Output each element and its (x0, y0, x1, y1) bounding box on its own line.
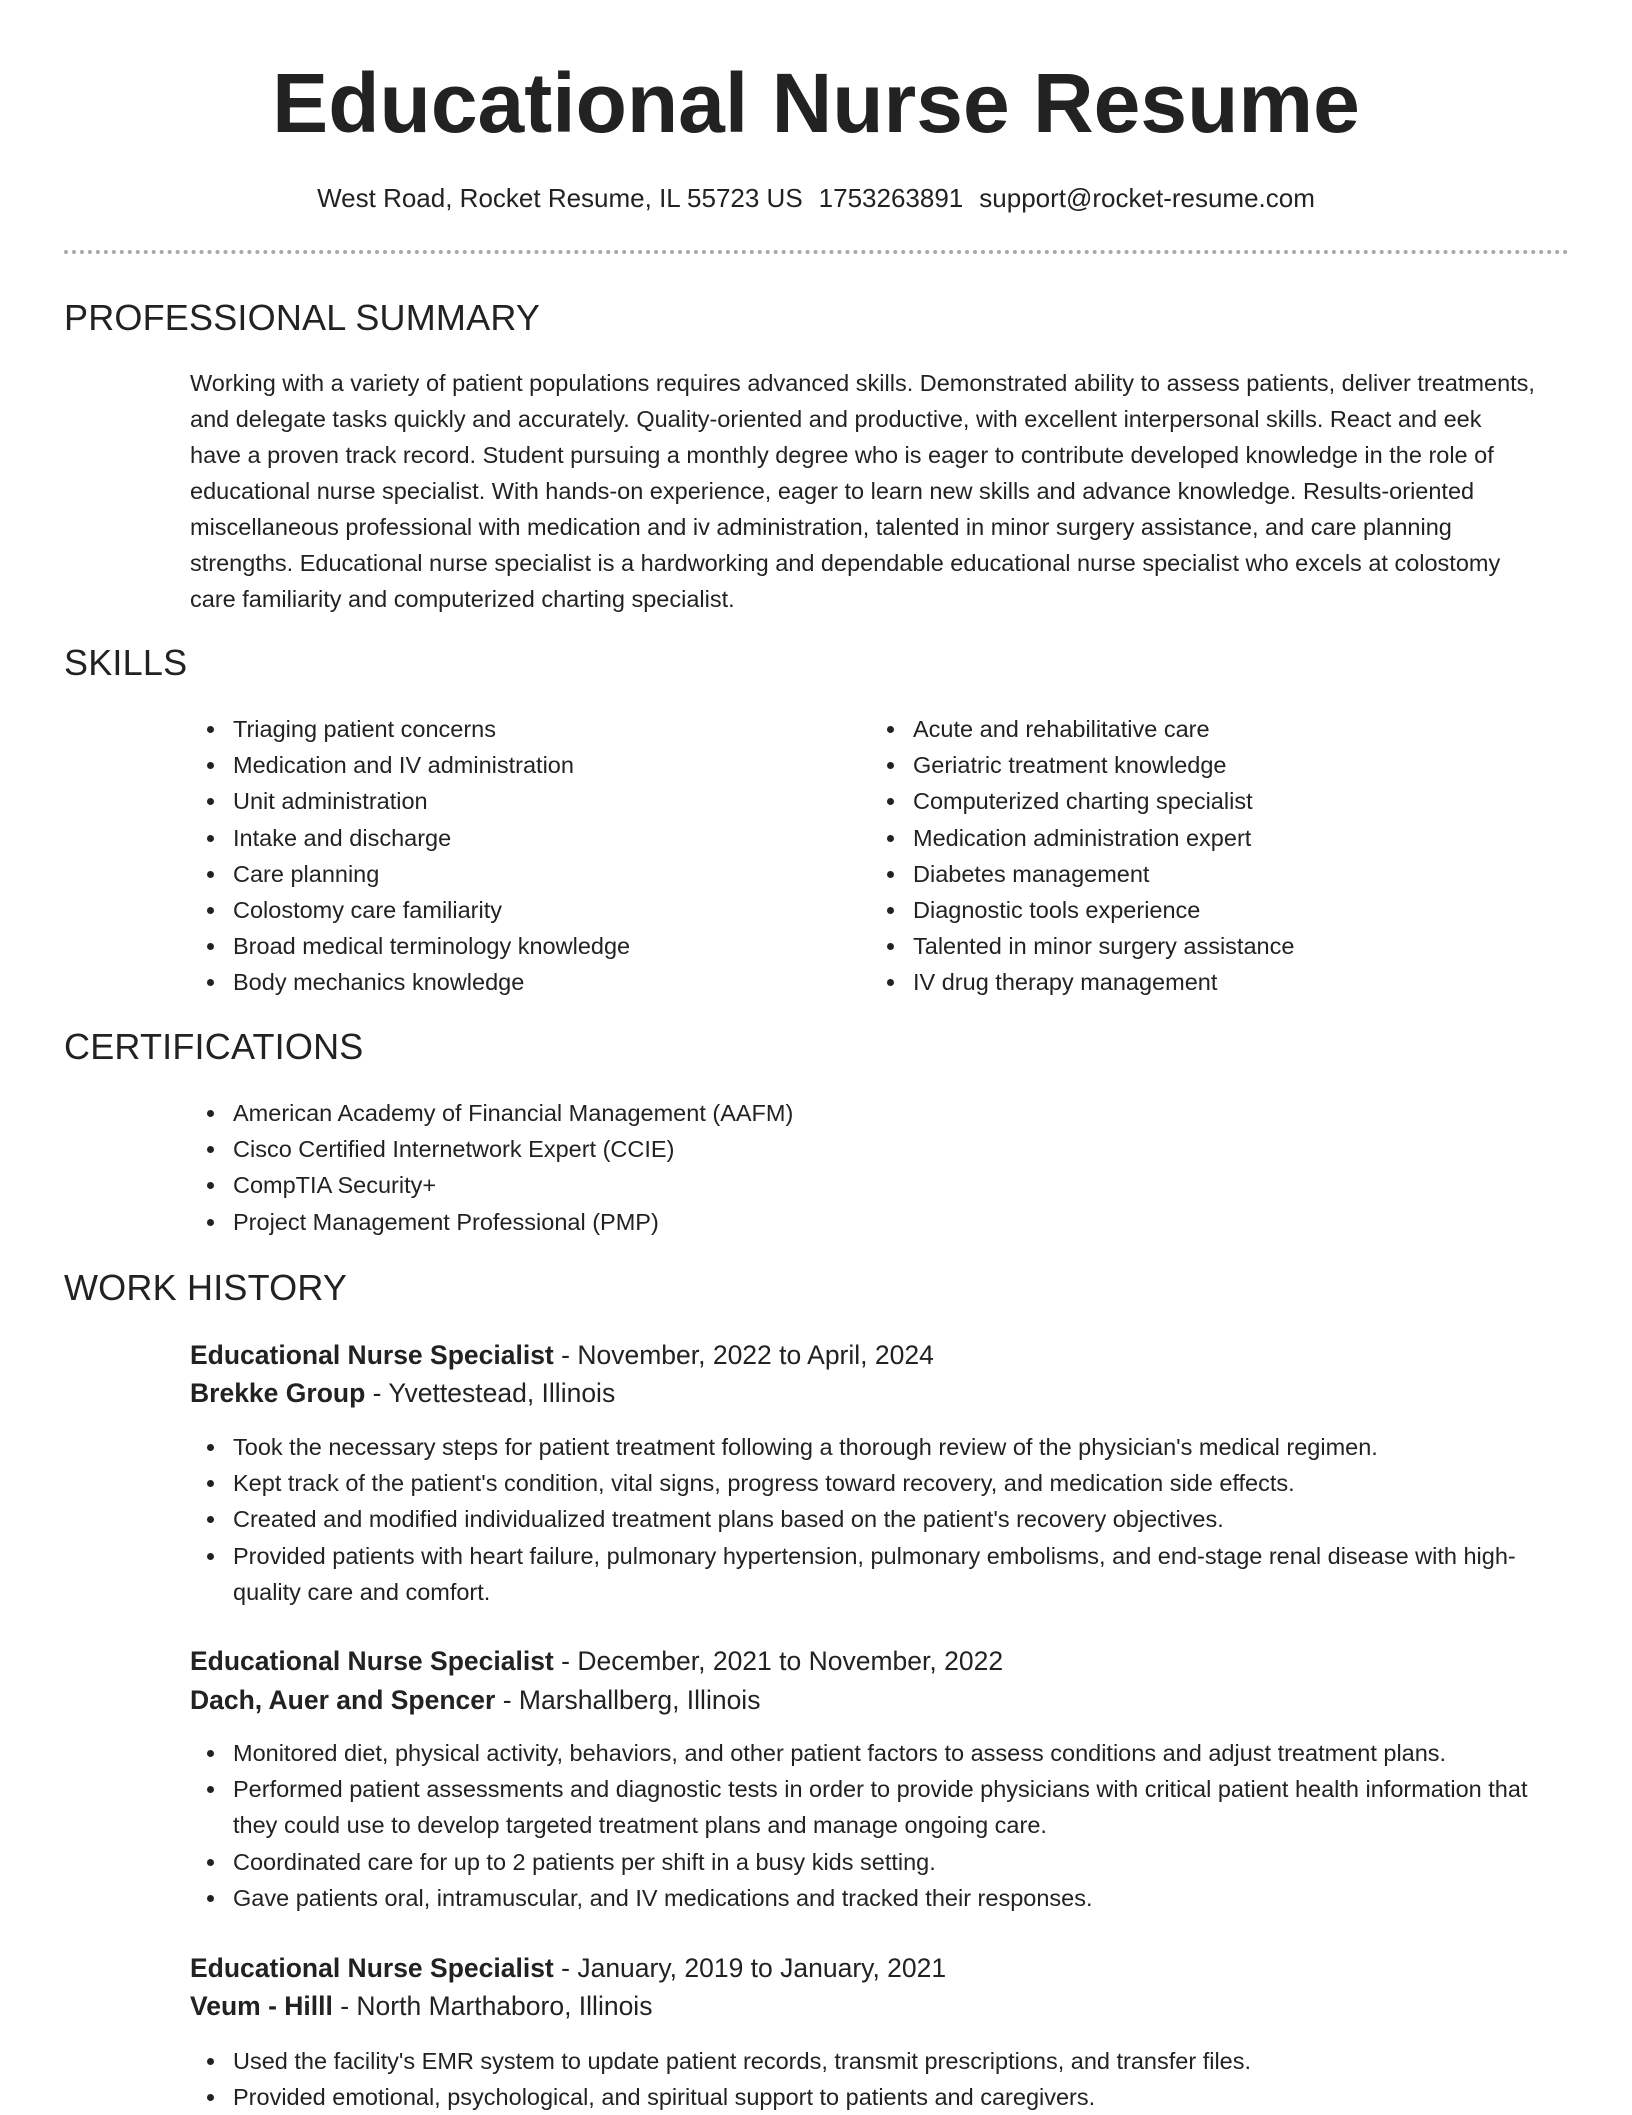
job-company-line (190, 1681, 760, 1719)
job-title: Educational Nurse Specialist (190, 1340, 554, 1370)
job-duties-list (190, 2043, 1555, 2115)
skill-item: Colostomy care familiarity (190, 892, 830, 928)
job-location: Marshallberg, Illinois (518, 1685, 761, 1715)
section-heading-work-history: WORK HISTORY (64, 1267, 348, 1308)
skill-item: IV drug therapy management (870, 964, 1550, 1000)
job-duty-item: Provided patients with heart failure, pulmonary hypertension, pulmonary embolisms, and end-stage renal disease with high-quality care and comfort. (190, 1538, 1555, 1610)
job-duties-list (190, 1735, 1555, 1916)
section-heading-summary: PROFESSIONAL SUMMARY (64, 297, 541, 338)
job-company: Veum - Hilll (190, 1991, 333, 2021)
job-separator: - (553, 1953, 578, 1983)
job-duty-item: Performed patient assessments and diagnostic tests in order to provide physicians with critical patient health information that they could use to develop targeted treatment plans and manage ongoing care. (190, 1771, 1555, 1843)
contact-phone: 1753263891 (818, 183, 964, 213)
summary-text: Working with a variety of patient populations requires advanced skills. Demonstrated ability to assess patients, deliver treatments, and delegate tasks quickly and accurately. Quality-oriented and productive, with excellent interpersonal skills. React and eek have a proven track record. Student pursuing a monthly degree who is eager to contribute developed knowledge in the role of educational nurse specialist. With hands-on experience, eager to learn new skills and advance knowledge. Results-oriented miscellaneous professional with medication and iv administration, talented in minor surgery assistance, and care planning strengths. Educational nurse specialist is a hardworking and dependable educational nurse specialist who excels at colostomy care familiarity and computerized charting specialist. (190, 370, 1535, 612)
skill-item: Geriatric treatment knowledge (870, 747, 1550, 783)
certifications-list (190, 1095, 1550, 1240)
job-dates: January, 2019 to January, 2021 (577, 1953, 947, 1983)
job-title: Educational Nurse Specialist (190, 1646, 554, 1676)
contact-line (0, 178, 1632, 218)
skill-item: Medication and IV administration (190, 747, 830, 783)
section-heading-certifications: CERTIFICATIONS (64, 1026, 364, 1067)
job-duty-item: Took the necessary steps for patient treatment following a thorough review of the physician's medical regimen. (190, 1429, 1555, 1465)
job-separator: - (332, 1991, 357, 2021)
skill-item: Acute and rehabilitative care (870, 711, 1550, 747)
job-duty-item: Used the facility's EMR system to update patient records, transmit prescriptions, and transfer files. (190, 2043, 1555, 2079)
job-dates: November, 2022 to April, 2024 (577, 1340, 934, 1370)
job-dates: December, 2021 to November, 2022 (577, 1646, 1004, 1676)
job-company-line (190, 1374, 615, 1412)
job-duty-item: Gave patients oral, intramuscular, and IV medications and tracked their responses. (190, 1880, 1555, 1916)
job-duty-item: Provided emotional, psychological, and spiritual support to patients and caregivers. (190, 2079, 1555, 2115)
job-duty-item: Coordinated care for up to 2 patients per shift in a busy kids setting. (190, 1844, 1555, 1880)
skill-item: Intake and discharge (190, 820, 830, 856)
skill-item: Body mechanics knowledge (190, 964, 830, 1000)
job-title-line (190, 1642, 1003, 1680)
job-separator: - (553, 1340, 578, 1370)
job-duty-item: Monitored diet, physical activity, behaviors, and other patient factors to assess conditions and adjust treatment plans. (190, 1735, 1555, 1771)
job-company: Brekke Group (190, 1378, 366, 1408)
skill-item: Medication administration expert (870, 820, 1550, 856)
job-duty-item: Kept track of the patient's condition, vital signs, progress toward recovery, and medication side effects. (190, 1465, 1555, 1501)
job-location: North Marthaboro, Illinois (356, 1991, 653, 2021)
job-title-line (190, 1336, 934, 1374)
job-title-line (190, 1949, 946, 1987)
certification-item: Project Management Professional (PMP) (190, 1204, 1550, 1240)
job-company: Dach, Auer and Spencer (190, 1685, 496, 1715)
header-divider (64, 250, 1569, 254)
skill-item: Talented in minor surgery assistance (870, 928, 1550, 964)
skill-item: Broad medical terminology knowledge (190, 928, 830, 964)
skill-item: Care planning (190, 856, 830, 892)
skill-item: Diagnostic tools experience (870, 892, 1550, 928)
certification-item: CompTIA Security+ (190, 1167, 1550, 1203)
job-duty-item: Created and modified individualized treatment plans based on the patient's recovery objectives. (190, 1501, 1555, 1537)
contact-address: West Road, Rocket Resume, IL 55723 US (317, 183, 803, 213)
contact-email: support@rocket-resume.com (979, 183, 1315, 213)
skill-item: Diabetes management (870, 856, 1550, 892)
job-location: Yvettestead, Illinois (388, 1378, 616, 1408)
certification-item: American Academy of Financial Management (AAFM) (190, 1095, 1550, 1131)
certification-item: Cisco Certified Internetwork Expert (CCIE) (190, 1131, 1550, 1167)
job-title: Educational Nurse Specialist (190, 1953, 554, 1983)
skills-list-right (870, 711, 1550, 1001)
job-separator: - (495, 1685, 519, 1715)
resume-title: Educational Nurse Resume (272, 56, 1360, 150)
section-heading-skills: SKILLS (64, 642, 188, 683)
job-separator: - (365, 1378, 389, 1408)
job-company-line (190, 1987, 652, 2025)
skills-list-left (190, 711, 830, 1001)
skill-item: Computerized charting specialist (870, 783, 1550, 819)
skill-item: Triaging patient concerns (190, 711, 830, 747)
job-duties-list (190, 1429, 1555, 1610)
job-separator: - (553, 1646, 578, 1676)
skill-item: Unit administration (190, 783, 830, 819)
